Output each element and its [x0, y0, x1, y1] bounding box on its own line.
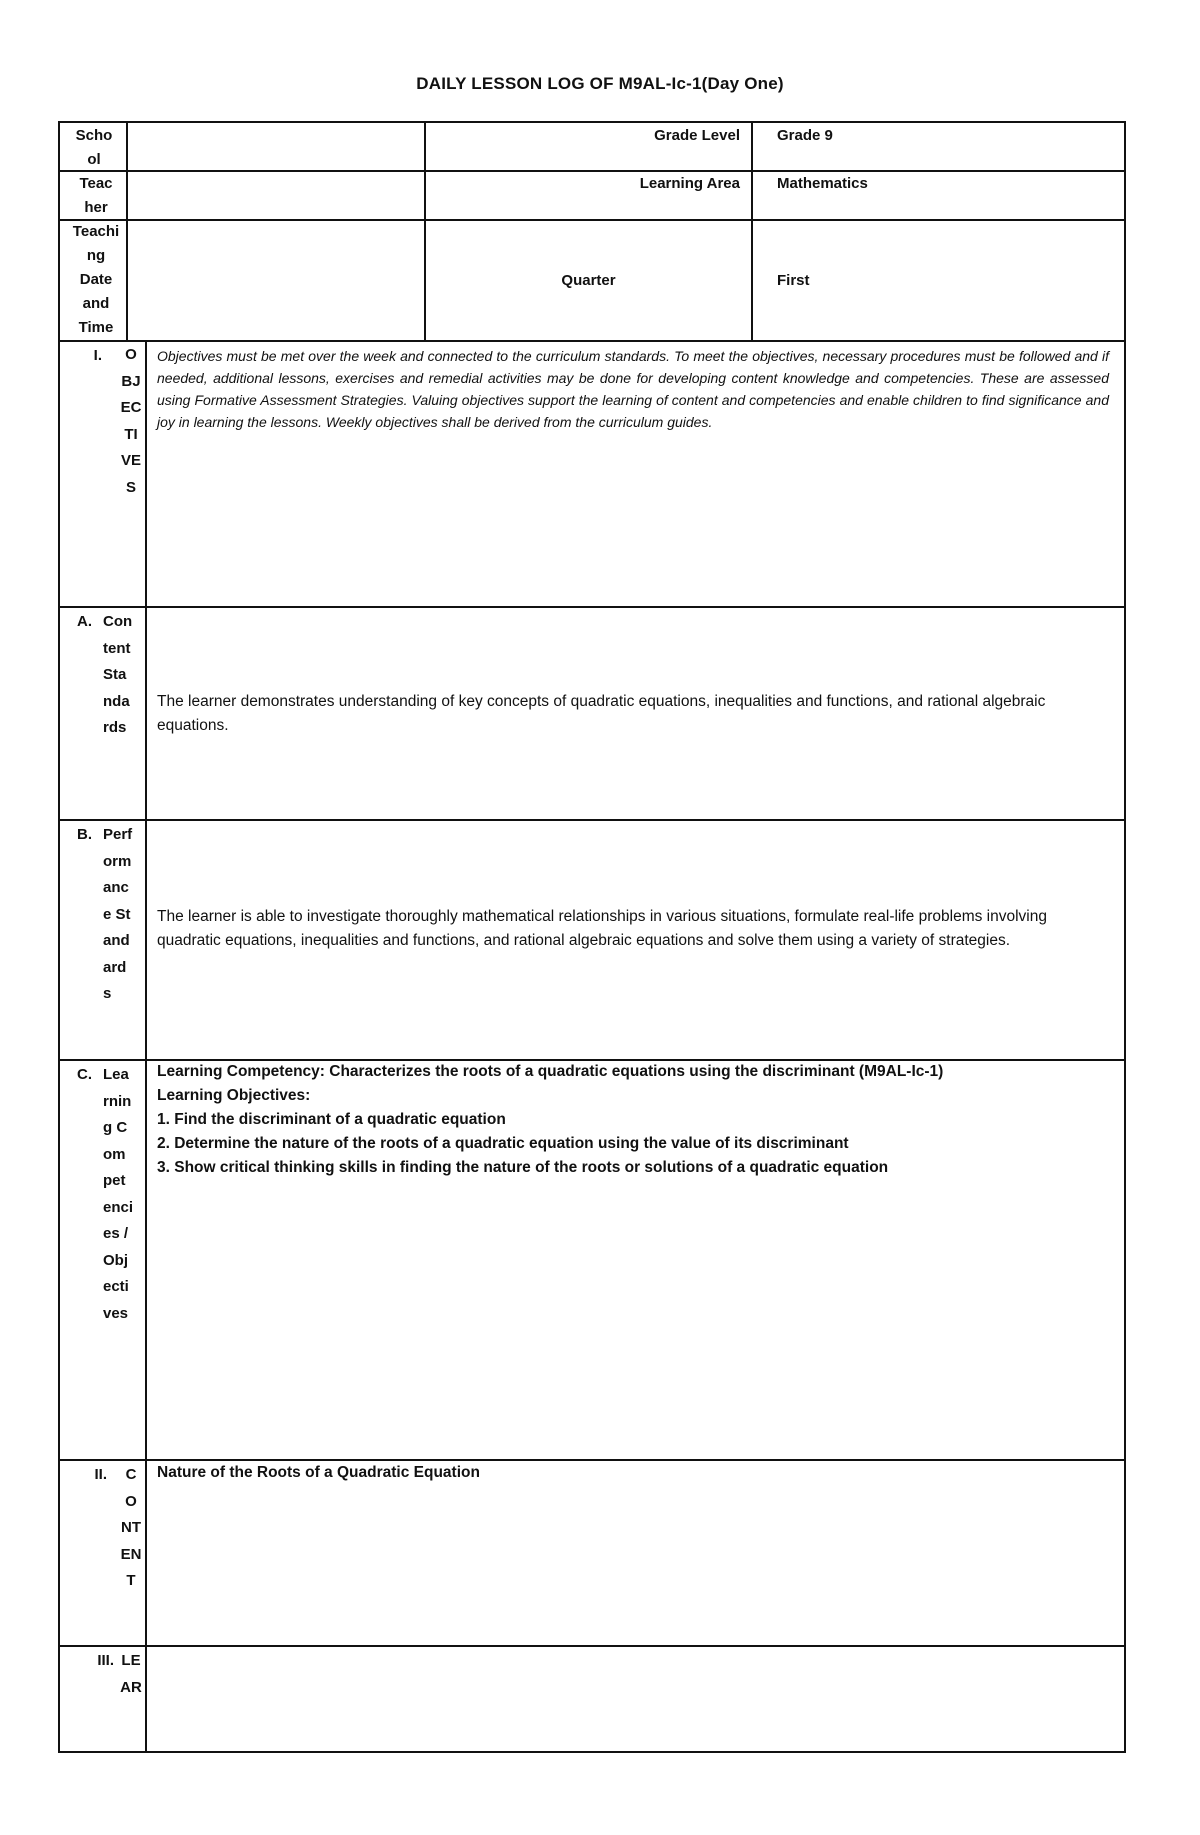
learning-objective-item: 3. Show critical thinking skills in finding the nature of the roots or solutions of a quadratic equation [157, 1159, 889, 1176]
content-title: CONTENT [120, 1466, 142, 1589]
row-divider [58, 819, 1126, 821]
quarter-value: First [777, 272, 810, 289]
learning-objective-item: 2. Determine the nature of the roots of a quadratic equation using the value of its discriminant [157, 1135, 849, 1152]
quarter-label: Quarter [561, 272, 616, 289]
document-title: DAILY LESSON LOG OF M9AL-Ic-1(Day One) [416, 74, 784, 93]
row-divider [58, 606, 1126, 608]
grade-level-value: Grade 9 [777, 127, 833, 144]
column-divider [751, 121, 753, 340]
learning-objective-item: 1. Find the discriminant of a quadratic equation [157, 1111, 506, 1128]
competencies-title: Learning Competencies / Objectives [103, 1066, 134, 1322]
column-divider [145, 340, 147, 1753]
performance-standards-title: Performance Standards [103, 826, 133, 1002]
learning-resources-title: LEAR [120, 1652, 142, 1696]
performance-standards-numeral: B. [77, 826, 92, 843]
content-numeral: II. [94, 1466, 107, 1483]
objectives-text: Objectives must be met over the week and connected to the curriculum standards. To meet the objectives, necessary procedures must be followed and if needed, additional lessons, exercises and remedial activities may be done for developing content knowledge and competencies. These are assessed using Formative Assessment Strategies. Valuing objectives support the learning of content and competencies and enable children to find significance and joy in learning the lessons. Weekly objectives shall be derived from the curriculum guides. [157, 348, 1109, 430]
learning-area-label: Learning Area [639, 175, 740, 192]
teacher-field[interactable] [128, 172, 422, 218]
content-text: Nature of the Roots of a Quadratic Equation [157, 1464, 480, 1481]
content-standards-text: The learner demonstrates understanding of key concepts of quadratic equations, inequalities and functions, and rational algebraic equations. [157, 693, 1046, 734]
column-divider [424, 121, 426, 340]
objectives-numeral: I. [93, 347, 102, 364]
teaching-date-label: Teaching Date and Time [72, 223, 120, 336]
objectives-title: OBJECTIVES [120, 346, 142, 496]
school-label: School [75, 127, 113, 168]
learning-competency: Learning Competency: Characterizes the roots of a quadratic equations using the discriminant (M9AL-Ic-1) [157, 1063, 944, 1080]
teacher-label: Teacher [79, 175, 113, 216]
competencies-numeral: C. [77, 1066, 92, 1083]
learning-objectives-label: Learning Objectives: [157, 1087, 311, 1104]
row-divider [58, 1645, 1126, 1647]
school-field[interactable] [128, 123, 422, 169]
teaching-date-field[interactable] [128, 221, 422, 339]
grade-level-label: Grade Level [654, 127, 740, 144]
learning-resources-numeral: III. [97, 1652, 114, 1669]
content-standards-numeral: A. [77, 613, 92, 630]
competencies-text [147, 1060, 1125, 1180]
content-standards-title: Content Standards [103, 613, 133, 736]
performance-standards-text: The learner is able to investigate thoroughly mathematical relationships in various situations, formulate real-life problems involving quadratic equations, inequalities and functions, and rational algebraic equations and solve them using a variety of strategies. [157, 908, 1047, 949]
learning-area-value: Mathematics [777, 175, 868, 192]
